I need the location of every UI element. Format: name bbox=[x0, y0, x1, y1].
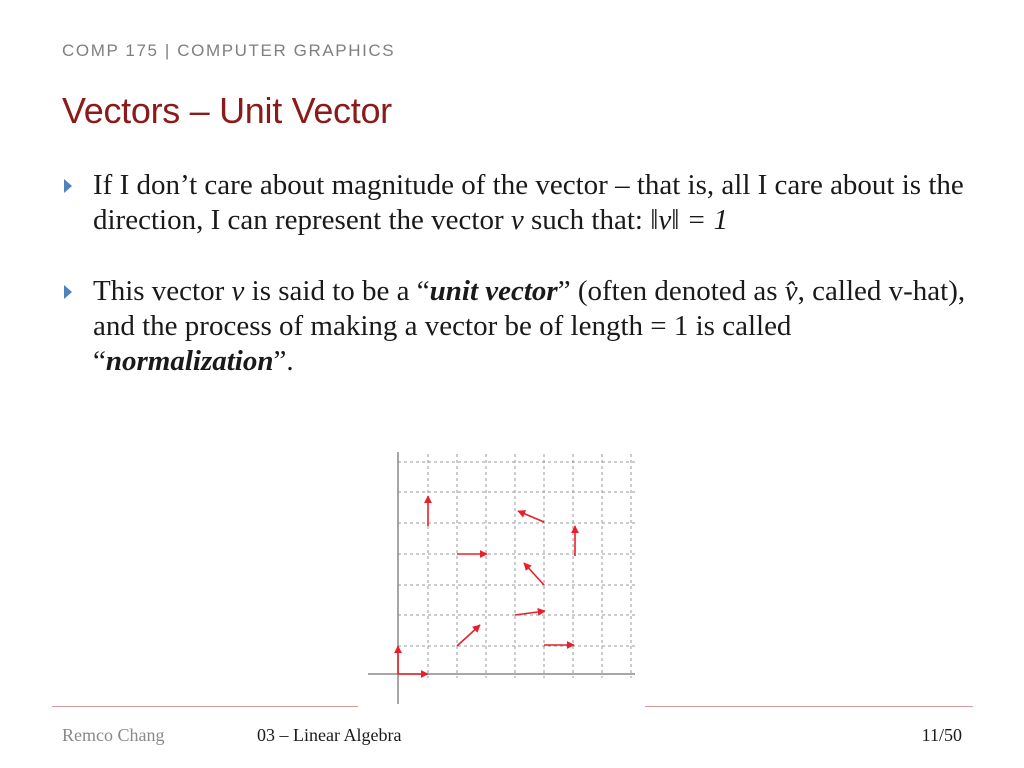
footer-lecture: 03 – Linear Algebra bbox=[257, 725, 402, 745]
arrow-diag-mid bbox=[524, 563, 544, 585]
axes bbox=[368, 452, 635, 704]
bullet-1-text-b: such that: bbox=[523, 204, 651, 236]
grid-lines bbox=[398, 454, 635, 678]
bullet-item-2 bbox=[62, 274, 982, 379]
arrow-diag-low bbox=[457, 625, 480, 646]
bullet-marker-icon bbox=[64, 179, 72, 193]
bullet-2-text-e: ”. bbox=[273, 345, 294, 377]
arrow-right-low bbox=[515, 611, 545, 615]
footer-page-number: 11/50 bbox=[921, 725, 962, 745]
bullet-2-text-d: , called v-hat), and the process of making a vector be of length = 1 is called “ bbox=[93, 275, 966, 377]
bullet-item-1 bbox=[62, 168, 982, 238]
unit-vector-grid-figure bbox=[360, 448, 645, 710]
footer-rule-right bbox=[645, 706, 973, 707]
term-normalization: normalization bbox=[105, 345, 274, 377]
slide-title: Vectors – Unit Vector bbox=[62, 90, 392, 131]
bullet-2-var-v: v bbox=[231, 275, 245, 307]
bullet-2-text-a: This vector bbox=[93, 275, 232, 307]
bullet-2-text-c: ” (often denoted as bbox=[557, 275, 785, 307]
bullet-1-equation: ‖v‖ = 1 bbox=[650, 204, 728, 236]
footer-author: Remco Chang bbox=[62, 725, 165, 745]
bullet-list bbox=[62, 168, 982, 379]
bullet-1-var-v: v bbox=[510, 204, 524, 236]
bullet-marker-icon bbox=[64, 285, 72, 299]
v-hat-symbol: v̂ bbox=[784, 275, 798, 307]
term-unit-vector: unit vector bbox=[429, 275, 558, 307]
bullet-2-text-b: is said to be a “ bbox=[244, 275, 430, 307]
bullet-1-text-a: If I don’t care about magnitude of the vector – that is, all I care about is the direction, I can represent the vector bbox=[93, 169, 964, 236]
arrow-diag-top bbox=[518, 511, 544, 522]
course-header: COMP 175 | COMPUTER GRAPHICS bbox=[62, 41, 396, 60]
footer-rule-left bbox=[52, 706, 358, 707]
